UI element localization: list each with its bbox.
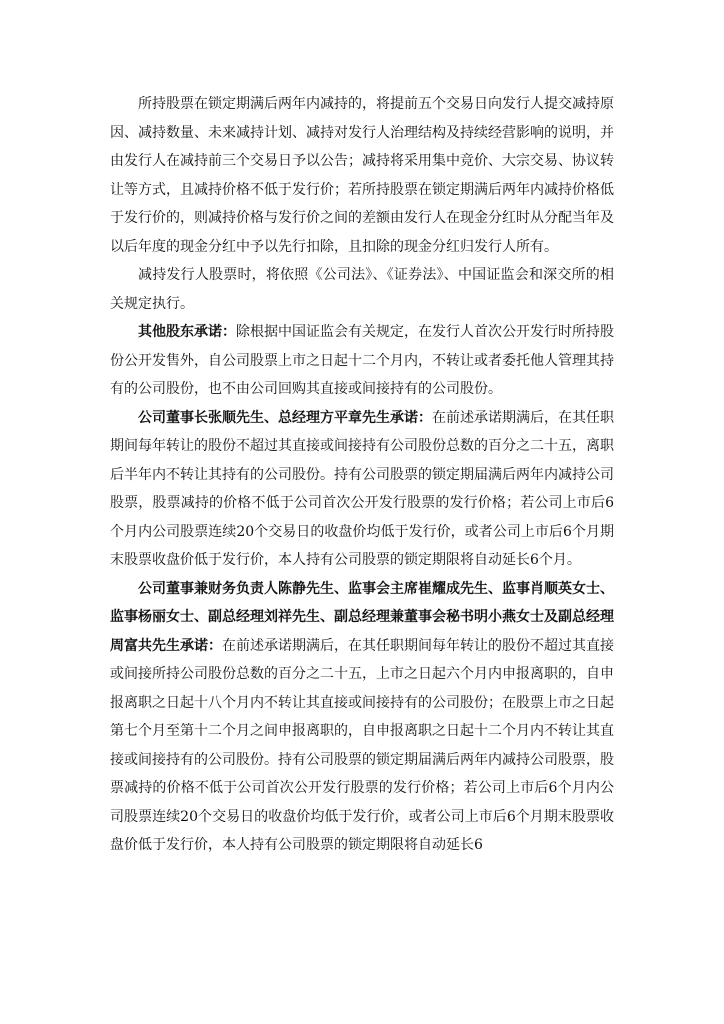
paragraph-legal-compliance: [110, 261, 614, 318]
paragraph-text: 在前述承诺期满后，在其任职期间每年转让的股份不超过其直接或间接所持公司股份总数的百分之二十五，上市之日起六个月内申报离职的，自申报离职之日起十八个月内不转让其直接或间接持有的公司股份；在股票上市之日起第七个月至第十二个月之间申报离职的，自申报离职之日起十二个月内不转让其直接或间接持有的公司股份。持有公司股票的锁定期届满后两年内减持公司股票，股票减持的价格不低于公司首次公开发行股票的发行价格；若公司上市后6个月内公司股票连续20个交易日的收盘价均低于发行价，或者公司上市后6个月期末股票收盘价低于发行价，本人持有公司股票的锁定期限将自动延长6: [110, 637, 614, 853]
paragraph-text: 除根据中国证监会有关规定，在发行人首次公开发行时所持股份公开发售外，自公司股票上市之日起十二个月内，不转让或者委托他人管理其持有的公司股份，也不由公司回购其直接或间接持有的公司股份。: [110, 324, 614, 397]
paragraph-text: 减持发行人股票时，将依照《公司法》、《证券法》、中国证监会和深交所的相关规定执行。: [110, 267, 614, 312]
paragraph-lead: 公司董事长张顺先生、总经理方平章先生承诺：: [138, 409, 432, 426]
paragraph-other-shareholders: [110, 318, 614, 404]
paragraph-text: 在前述承诺期满后，在其任职期间每年转让的股份不超过其直接或间接持有公司股份总数的百分之二十五，离职后半年内不转让其持有的公司股份。持有公司股票的锁定期届满后两年内减持公司股票，股票减持的价格不低于公司首次公开发行股票的发行价格；若公司上市后6个月内公司股票连续20个交易日的收盘价均低于发行价，或者公司上市后6个月期末股票收盘价低于发行价，本人持有公司股票的锁定期限将自动延长6个月。: [110, 409, 614, 568]
paragraph-directors-supervisors: [110, 575, 614, 860]
document-body: [110, 90, 614, 860]
paragraph-lead: 公司董事兼财务负责人陈静先生、监事会主席崔耀成先生、监事肖顺英女士、监事杨丽女士、副总经理刘祥先生、副总经理兼董事会秘书明小燕女士及副总经理周富共先生承诺：: [110, 580, 614, 654]
paragraph-text: 所持股票在锁定期满后两年内减持的，将提前五个交易日向发行人提交减持原因、减持数量、未来减持计划、减持对发行人治理结构及持续经营影响的说明，并由发行人在减持前三个交易日予以公告；减持将采用集中竞价、大宗交易、协议转让等方式，且减持价格不低于发行价；若所持股票在锁定期满后两年内减持价格低于发行价的，则减持价格与发行价之间的差额由发行人在现金分红时从分配当年及以后年度的现金分红中予以先行扣除，且扣除的现金分红归发行人所有。: [110, 96, 614, 255]
paragraph-chairman-gm: [110, 404, 614, 575]
paragraph-lead: 其他股东承诺：: [138, 324, 236, 340]
paragraph-reduction-disclosure: [110, 90, 614, 261]
